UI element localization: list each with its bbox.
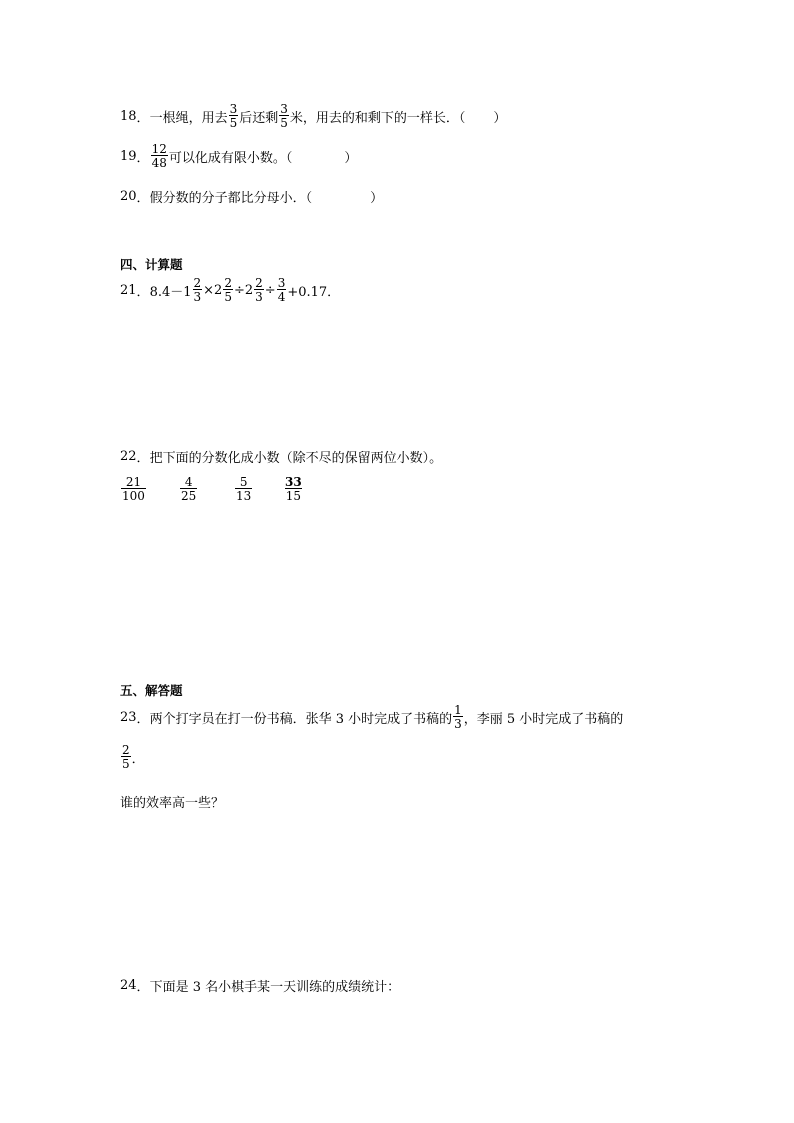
denominator: 4 [277, 290, 286, 304]
question-19 [120, 143, 357, 169]
question-text: 米，用去的和剩下的一样长．（ [289, 110, 466, 126]
denominator: 25 [181, 489, 197, 503]
expression-part: ÷2 [233, 282, 254, 298]
question-text: ，李丽 5 小时完成了书稿的 [463, 711, 624, 727]
fraction [254, 277, 264, 303]
question-text: ） [370, 191, 384, 206]
fraction [229, 103, 239, 129]
numerator: 3 [280, 102, 288, 116]
denominator: 3 [193, 290, 202, 304]
denominator: 5 [229, 116, 238, 130]
question-23 [120, 704, 623, 730]
separator: ． [136, 980, 150, 995]
section-heading-5: 五、解答题 [120, 683, 183, 698]
numerator: 33 [285, 475, 302, 489]
separator: ． [136, 451, 150, 466]
denominator: 13 [236, 489, 252, 503]
denominator: 5 [122, 757, 130, 771]
expression-part: 8.4－1 [149, 284, 192, 300]
fraction [121, 744, 131, 770]
separator: ． [136, 191, 150, 206]
question-text: ． [131, 751, 145, 767]
question-21 [120, 277, 340, 303]
denominator: 3 [255, 290, 263, 304]
numerator: 12 [151, 142, 167, 156]
numerator: 2 [193, 276, 202, 290]
expression-part: ÷ [264, 282, 276, 298]
question-text: ） [344, 150, 358, 166]
question-20 [120, 187, 383, 206]
question-number: 19 [120, 148, 137, 164]
numerator: 2 [224, 276, 232, 290]
question-number: 23 [120, 709, 137, 725]
fraction [151, 143, 168, 169]
numerator: 2 [122, 743, 130, 757]
question-text: 后还剩 [239, 110, 279, 126]
numerator: 5 [239, 475, 248, 489]
fraction [453, 704, 463, 730]
fraction-item [284, 476, 303, 502]
question-text: 两个打字员在打一份书稿．张华 3 小时完成了书稿的 [149, 711, 453, 727]
question-text: ） [493, 110, 507, 126]
expression-part: +0.17． [287, 284, 341, 300]
numerator: 4 [184, 475, 193, 489]
section-heading-4: 四、计算题 [120, 257, 183, 272]
separator: ． [136, 711, 150, 727]
numerator: 21 [125, 475, 142, 489]
separator: ． [136, 150, 150, 166]
denominator: 5 [280, 116, 288, 130]
denominator: 3 [454, 717, 462, 731]
fraction [277, 277, 287, 303]
question-text: 一根绳，用去 [149, 110, 228, 126]
question-number: 24 [120, 978, 137, 993]
fraction-item [180, 476, 197, 502]
numerator: 2 [255, 276, 263, 290]
denominator: 5 [224, 290, 232, 304]
question-22 [120, 447, 442, 466]
question-text: 把下面的分数化成小数（除不尽的保留两位小数）。 [149, 451, 443, 466]
fraction [279, 103, 289, 129]
fraction [193, 277, 203, 303]
fraction [223, 277, 233, 303]
numerator: 3 [229, 102, 238, 116]
question-number: 18 [120, 108, 137, 124]
fraction-item [235, 476, 252, 502]
numerator: 1 [454, 703, 462, 717]
expression-part: ×2 [203, 282, 223, 298]
question-number: 22 [120, 449, 137, 464]
fraction-item [121, 476, 146, 502]
question-text: 假分数的分子都比分母小．（ [149, 191, 313, 206]
question-number: 20 [120, 189, 137, 204]
question-23-ask: 谁的效率高一些？ [120, 796, 225, 811]
question-18 [120, 103, 506, 129]
denominator: 48 [151, 156, 167, 170]
question-number: 21 [120, 282, 137, 298]
question-text: 可以化成有限小数。（ [168, 150, 293, 166]
numerator: 3 [277, 276, 286, 290]
denominator: 15 [285, 489, 301, 503]
denominator: 100 [122, 489, 145, 503]
separator: ． [136, 284, 150, 300]
separator: ． [136, 110, 150, 126]
question-text: 下面是 3 名小棋手某一天训练的成绩统计： [149, 980, 401, 995]
question-24 [120, 976, 400, 995]
question-23-cont [120, 744, 145, 770]
